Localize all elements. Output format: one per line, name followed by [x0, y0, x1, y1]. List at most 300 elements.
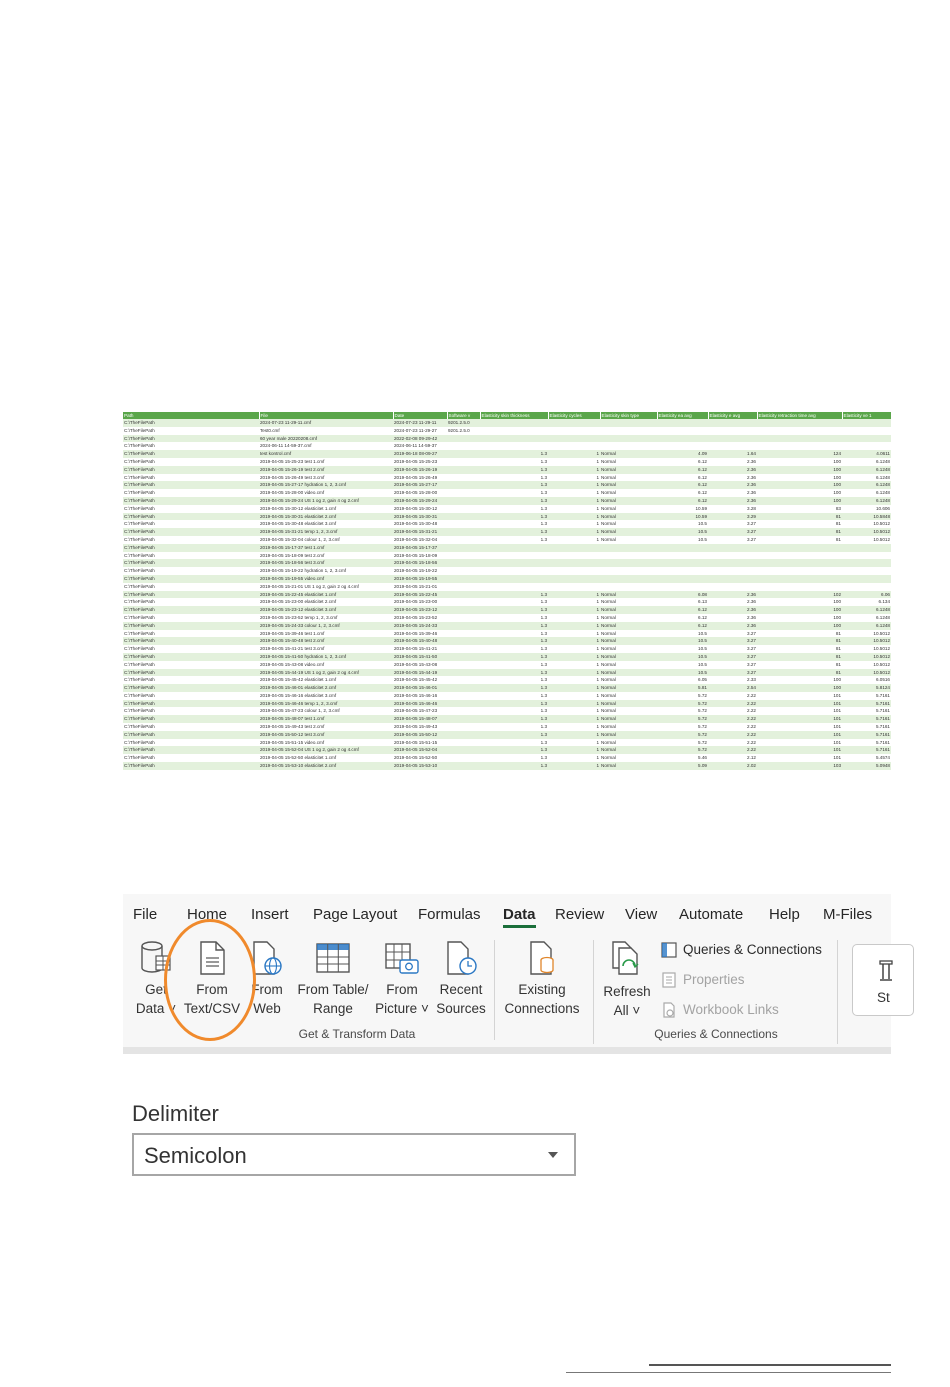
- table-cell[interactable]: 1.3: [480, 489, 548, 497]
- table-cell[interactable]: 2019-04-05 15-46-01: [393, 684, 447, 692]
- table-cell[interactable]: 1: [548, 731, 600, 739]
- table-cell[interactable]: 2019-04-05 15-18-09 test 2.cmf: [259, 552, 393, 560]
- table-cell[interactable]: 1: [548, 497, 600, 505]
- table-cell[interactable]: [708, 583, 757, 591]
- table-cell[interactable]: [447, 466, 480, 474]
- table-cell[interactable]: 1.3: [480, 739, 548, 747]
- table-cell[interactable]: Normal: [600, 458, 657, 466]
- table-cell[interactable]: 5.72: [657, 715, 708, 723]
- table-cell[interactable]: 100: [757, 606, 842, 614]
- table-cell[interactable]: [708, 442, 757, 450]
- table-cell[interactable]: 2019-04-05 15-23-12: [393, 606, 447, 614]
- table-cell[interactable]: 124: [757, 450, 842, 458]
- table-cell[interactable]: [600, 559, 657, 567]
- table-cell[interactable]: [657, 559, 708, 567]
- table-cell[interactable]: 1: [548, 505, 600, 513]
- table-cell[interactable]: Normal: [600, 450, 657, 458]
- table-cell[interactable]: 2019-04-05 15-22-45: [393, 591, 447, 599]
- table-cell[interactable]: 10.5: [657, 669, 708, 677]
- table-cell[interactable]: C:\TheFilePath: [123, 442, 259, 450]
- table-cell[interactable]: 81: [757, 653, 842, 661]
- table-cell[interactable]: Normal: [600, 762, 657, 770]
- table-cell[interactable]: C:\TheFilePath: [123, 427, 259, 435]
- table-cell[interactable]: 1: [548, 528, 600, 536]
- table-cell[interactable]: 2.36: [708, 614, 757, 622]
- table-cell[interactable]: 2019-04-05 15-44-19 US 1 og 2, gain 2 og 4.cmf: [259, 669, 393, 677]
- table-cell[interactable]: 6.12: [657, 489, 708, 497]
- table-cell[interactable]: 1.3: [480, 474, 548, 482]
- table-cell[interactable]: 1: [548, 739, 600, 747]
- table-cell[interactable]: [657, 567, 708, 575]
- table-cell[interactable]: 10.5012: [842, 653, 891, 661]
- table-cell[interactable]: [548, 442, 600, 450]
- table-cell[interactable]: 2019-04-05 15-19-22 hydration 1, 2, 3.cmf: [259, 567, 393, 575]
- table-cell[interactable]: 2019-04-05 15-30-31: [393, 513, 447, 521]
- table-cell[interactable]: 2019-04-05 15-26-49: [393, 474, 447, 482]
- table-cell[interactable]: 10.5012: [842, 661, 891, 669]
- table-cell[interactable]: 1: [548, 707, 600, 715]
- table-cell[interactable]: 1: [548, 489, 600, 497]
- table-cell[interactable]: 9201.2.5.0: [447, 419, 480, 427]
- table-cell[interactable]: 10.5012: [842, 669, 891, 677]
- table-cell[interactable]: [447, 505, 480, 513]
- table-cell[interactable]: 3.27: [708, 669, 757, 677]
- table-cell[interactable]: 1: [548, 520, 600, 528]
- table-cell[interactable]: 101: [757, 746, 842, 754]
- table-cell[interactable]: 2019-04-05 15-17-37 test 1.cmf: [259, 544, 393, 552]
- table-cell[interactable]: Normal: [600, 700, 657, 708]
- table-cell[interactable]: 2.22: [708, 700, 757, 708]
- table-cell[interactable]: 6.1248: [842, 474, 891, 482]
- table-cell[interactable]: [480, 427, 548, 435]
- table-cell[interactable]: 2019-04-05 15-41-50: [393, 653, 447, 661]
- table-cell[interactable]: 2.22: [708, 723, 757, 731]
- column-header[interactable]: Elasticity skin type: [600, 412, 657, 419]
- table-cell[interactable]: 10.5: [657, 520, 708, 528]
- table-cell[interactable]: [447, 458, 480, 466]
- table-cell[interactable]: Normal: [600, 591, 657, 599]
- table-cell[interactable]: 5.72: [657, 700, 708, 708]
- table-cell[interactable]: [548, 552, 600, 560]
- table-cell[interactable]: Normal: [600, 474, 657, 482]
- table-cell[interactable]: 2019-04-05 15-26-19 test 2.cmf: [259, 466, 393, 474]
- table-cell[interactable]: 1: [548, 754, 600, 762]
- table-cell[interactable]: 1.3: [480, 497, 548, 505]
- table-cell[interactable]: Test0.cmf: [259, 427, 393, 435]
- table-cell[interactable]: 101: [757, 754, 842, 762]
- table-cell[interactable]: [657, 419, 708, 427]
- table-cell[interactable]: 100: [757, 676, 842, 684]
- table-cell[interactable]: [757, 435, 842, 443]
- table-cell[interactable]: 6.08: [657, 591, 708, 599]
- table-cell[interactable]: [447, 684, 480, 692]
- table-cell[interactable]: 2.33: [708, 676, 757, 684]
- table-cell[interactable]: 2019-04-05 15-39-46: [393, 630, 447, 638]
- table-cell[interactable]: 2019-04-05 15-50-12: [393, 731, 447, 739]
- table-cell[interactable]: [480, 552, 548, 560]
- table-cell[interactable]: 1.3: [480, 466, 548, 474]
- table-cell[interactable]: [447, 559, 480, 567]
- table-cell[interactable]: 2019-04-05 15-31-21: [393, 528, 447, 536]
- table-cell[interactable]: Normal: [600, 645, 657, 653]
- table-cell[interactable]: 6.12: [657, 481, 708, 489]
- table-cell[interactable]: 2019-04-05 15-29-24 US 1 og 2, gain 4 og 2.cmf: [259, 497, 393, 505]
- table-cell[interactable]: 1: [548, 630, 600, 638]
- table-cell[interactable]: [757, 583, 842, 591]
- table-cell[interactable]: C:\TheFilePath: [123, 466, 259, 474]
- table-cell[interactable]: 2019-04-05 15-23-52: [393, 614, 447, 622]
- table-cell[interactable]: [600, 435, 657, 443]
- column-header[interactable]: Date: [393, 412, 447, 419]
- column-header[interactable]: Elasticity ea avg: [657, 412, 708, 419]
- table-cell[interactable]: [447, 544, 480, 552]
- recent-sources-button[interactable]: [433, 940, 489, 1018]
- table-cell[interactable]: 10.5012: [842, 536, 891, 544]
- table-cell[interactable]: 2.36: [708, 466, 757, 474]
- table-cell[interactable]: 10.5: [657, 630, 708, 638]
- table-cell[interactable]: C:\TheFilePath: [123, 754, 259, 762]
- table-cell[interactable]: 6.12: [657, 614, 708, 622]
- tab-review[interactable]: Review: [555, 906, 605, 923]
- table-cell[interactable]: 6.06: [842, 591, 891, 599]
- table-cell[interactable]: 1: [548, 637, 600, 645]
- table-cell[interactable]: Normal: [600, 630, 657, 638]
- table-cell[interactable]: 5.8124: [842, 684, 891, 692]
- table-cell[interactable]: [447, 442, 480, 450]
- table-cell[interactable]: 6.12: [657, 466, 708, 474]
- table-cell[interactable]: [657, 575, 708, 583]
- table-cell[interactable]: 2019-04-05 15-49-43: [393, 723, 447, 731]
- table-cell[interactable]: Normal: [600, 731, 657, 739]
- table-cell[interactable]: 5.09: [657, 762, 708, 770]
- delimiter-dropdown[interactable]: [132, 1133, 576, 1176]
- table-cell[interactable]: 2019-04-05 15-23-52 temp 1, 2, 3.cmf: [259, 614, 393, 622]
- table-cell[interactable]: 1: [548, 684, 600, 692]
- table-cell[interactable]: [757, 559, 842, 567]
- table-cell[interactable]: Normal: [600, 466, 657, 474]
- table-cell[interactable]: [447, 630, 480, 638]
- table-cell[interactable]: 101: [757, 731, 842, 739]
- table-cell[interactable]: C:\TheFilePath: [123, 559, 259, 567]
- table-cell[interactable]: 2019-04-05 15-30-48: [393, 520, 447, 528]
- table-cell[interactable]: C:\TheFilePath: [123, 707, 259, 715]
- table-cell[interactable]: Normal: [600, 723, 657, 731]
- table-cell[interactable]: C:\TheFilePath: [123, 637, 259, 645]
- table-cell[interactable]: 10.5: [657, 645, 708, 653]
- tab-formulas[interactable]: Formulas: [418, 906, 481, 923]
- table-cell[interactable]: C:\TheFilePath: [123, 567, 259, 575]
- table-cell[interactable]: [842, 552, 891, 560]
- table-cell[interactable]: [600, 583, 657, 591]
- table-cell[interactable]: C:\TheFilePath: [123, 583, 259, 591]
- table-cell[interactable]: [600, 427, 657, 435]
- table-cell[interactable]: [447, 746, 480, 754]
- table-cell[interactable]: 2019-04-05 15-50-12 test 3.cmf: [259, 731, 393, 739]
- table-cell[interactable]: [757, 552, 842, 560]
- table-cell[interactable]: 5.46: [657, 754, 708, 762]
- table-cell[interactable]: Normal: [600, 684, 657, 692]
- from-picture-button[interactable]: [373, 940, 431, 1018]
- table-cell[interactable]: 2019-04-05 15-21-01: [393, 583, 447, 591]
- table-cell[interactable]: Normal: [600, 505, 657, 513]
- table-cell[interactable]: [480, 567, 548, 575]
- table-cell[interactable]: [757, 427, 842, 435]
- table-cell[interactable]: Normal: [600, 676, 657, 684]
- table-cell[interactable]: [480, 544, 548, 552]
- table-cell[interactable]: C:\TheFilePath: [123, 435, 259, 443]
- column-header[interactable]: Elasticity cycles: [548, 412, 600, 419]
- table-cell[interactable]: 1: [548, 536, 600, 544]
- table-cell[interactable]: 1: [548, 606, 600, 614]
- table-cell[interactable]: C:\TheFilePath: [123, 474, 259, 482]
- table-cell[interactable]: 6.12: [657, 606, 708, 614]
- table-cell[interactable]: [548, 435, 600, 443]
- table-cell[interactable]: 2019-04-05 15-25-23 test 1.cmf: [259, 458, 393, 466]
- table-cell[interactable]: 2019-04-05 15-18-09: [393, 552, 447, 560]
- table-cell[interactable]: C:\TheFilePath: [123, 497, 259, 505]
- table-cell[interactable]: [548, 419, 600, 427]
- table-cell[interactable]: 1.3: [480, 669, 548, 677]
- table-cell[interactable]: 2019-04-05 15-46-16: [393, 692, 447, 700]
- table-cell[interactable]: 2019-04-05 15-53-10: [393, 762, 447, 770]
- table-cell[interactable]: 2019-04-05 15-41-21: [393, 645, 447, 653]
- table-cell[interactable]: 6.1248: [842, 458, 891, 466]
- table-cell[interactable]: C:\TheFilePath: [123, 762, 259, 770]
- table-cell[interactable]: 6.0516: [842, 676, 891, 684]
- table-cell[interactable]: 2019-04-05 15-24-33: [393, 622, 447, 630]
- table-cell[interactable]: 1.3: [480, 606, 548, 614]
- column-header[interactable]: Elasticity ve 1: [842, 412, 891, 419]
- table-cell[interactable]: 2.12: [708, 754, 757, 762]
- table-cell[interactable]: 2019-04-05 15-51-15 video.cmf: [259, 739, 393, 747]
- table-cell[interactable]: 2.22: [708, 739, 757, 747]
- table-cell[interactable]: 1.3: [480, 653, 548, 661]
- table-cell[interactable]: 2.36: [708, 497, 757, 505]
- table-cell[interactable]: Normal: [600, 622, 657, 630]
- table-cell[interactable]: Normal: [600, 669, 657, 677]
- table-cell[interactable]: 1: [548, 614, 600, 622]
- table-cell[interactable]: 100: [757, 622, 842, 630]
- table-cell[interactable]: 1.64: [708, 450, 757, 458]
- table-cell[interactable]: [447, 513, 480, 521]
- table-cell[interactable]: 2019-04-05 15-47-23: [393, 707, 447, 715]
- table-cell[interactable]: C:\TheFilePath: [123, 692, 259, 700]
- table-cell[interactable]: 2.36: [708, 622, 757, 630]
- table-cell[interactable]: 1: [548, 661, 600, 669]
- table-cell[interactable]: 4.09: [657, 450, 708, 458]
- table-cell[interactable]: 2.36: [708, 489, 757, 497]
- table-cell[interactable]: [480, 435, 548, 443]
- table-cell[interactable]: 5.7161: [842, 707, 891, 715]
- table-cell[interactable]: 10.5012: [842, 630, 891, 638]
- table-cell[interactable]: 81: [757, 669, 842, 677]
- table-cell[interactable]: 2019-04-05 15-32-04: [393, 536, 447, 544]
- table-cell[interactable]: C:\TheFilePath: [123, 575, 259, 583]
- table-cell[interactable]: [548, 544, 600, 552]
- table-cell[interactable]: Normal: [600, 520, 657, 528]
- table-cell[interactable]: 1: [548, 723, 600, 731]
- table-cell[interactable]: C:\TheFilePath: [123, 645, 259, 653]
- table-cell[interactable]: 100: [757, 458, 842, 466]
- table-cell[interactable]: 101: [757, 700, 842, 708]
- table-cell[interactable]: 6.12: [657, 458, 708, 466]
- table-cell[interactable]: 81: [757, 520, 842, 528]
- table-cell[interactable]: 2019-04-05 15-26-19: [393, 466, 447, 474]
- table-cell[interactable]: [447, 567, 480, 575]
- table-cell[interactable]: [657, 552, 708, 560]
- table-cell[interactable]: 1: [548, 746, 600, 754]
- table-cell[interactable]: 2019-04-05 15-30-12: [393, 505, 447, 513]
- table-cell[interactable]: 2019-06-18 08-09-27: [393, 450, 447, 458]
- table-cell[interactable]: C:\TheFilePath: [123, 528, 259, 536]
- table-cell[interactable]: [447, 739, 480, 747]
- table-cell[interactable]: [757, 575, 842, 583]
- table-cell[interactable]: 103: [757, 762, 842, 770]
- table-cell[interactable]: 3.27: [708, 661, 757, 669]
- table-cell[interactable]: 1: [548, 458, 600, 466]
- table-cell[interactable]: Normal: [600, 489, 657, 497]
- table-cell[interactable]: [480, 419, 548, 427]
- table-cell[interactable]: 3.27: [708, 528, 757, 536]
- table-cell[interactable]: 2.54: [708, 684, 757, 692]
- table-cell[interactable]: Normal: [600, 536, 657, 544]
- column-header[interactable]: Elasticity skin thickness: [480, 412, 548, 419]
- table-cell[interactable]: 1.3: [480, 536, 548, 544]
- table-cell[interactable]: 1.3: [480, 684, 548, 692]
- table-cell[interactable]: 2019-04-05 15-17-37: [393, 544, 447, 552]
- table-cell[interactable]: 2019-04-05 15-47-23 colour 1, 2, 3.cmf: [259, 707, 393, 715]
- table-cell[interactable]: [447, 474, 480, 482]
- table-cell[interactable]: [447, 676, 480, 684]
- table-cell[interactable]: 100: [757, 481, 842, 489]
- table-cell[interactable]: C:\TheFilePath: [123, 481, 259, 489]
- table-cell[interactable]: 5.7161: [842, 731, 891, 739]
- table-cell[interactable]: 2019-04-05 15-44-19: [393, 669, 447, 677]
- table-cell[interactable]: [447, 614, 480, 622]
- table-cell[interactable]: 2019-04-05 15-52-04: [393, 746, 447, 754]
- existing-connections-button[interactable]: [499, 940, 585, 1018]
- table-cell[interactable]: [657, 544, 708, 552]
- table-cell[interactable]: 2.22: [708, 715, 757, 723]
- table-cell[interactable]: C:\TheFilePath: [123, 614, 259, 622]
- table-cell[interactable]: C:\TheFilePath: [123, 591, 259, 599]
- table-cell[interactable]: 2019-04-05 15-25-23: [393, 458, 447, 466]
- table-cell[interactable]: 2019-04-05 15-24-33 colour 1, 2, 3.cmf: [259, 622, 393, 630]
- table-cell[interactable]: [708, 435, 757, 443]
- table-cell[interactable]: C:\TheFilePath: [123, 731, 259, 739]
- table-cell[interactable]: 1: [548, 692, 600, 700]
- table-cell[interactable]: Normal: [600, 497, 657, 505]
- table-cell[interactable]: [480, 559, 548, 567]
- table-cell[interactable]: 81: [757, 528, 842, 536]
- table-cell[interactable]: C:\TheFilePath: [123, 536, 259, 544]
- table-cell[interactable]: [708, 567, 757, 575]
- table-cell[interactable]: [548, 427, 600, 435]
- table-cell[interactable]: 2019-04-05 15-18-56: [393, 559, 447, 567]
- refresh-all-button[interactable]: [599, 940, 655, 1020]
- table-cell[interactable]: C:\TheFilePath: [123, 653, 259, 661]
- table-cell[interactable]: 2022-02-08 09-29-42: [393, 435, 447, 443]
- table-cell[interactable]: [708, 427, 757, 435]
- table-cell[interactable]: [447, 731, 480, 739]
- table-cell[interactable]: Normal: [600, 707, 657, 715]
- table-cell[interactable]: 81: [757, 661, 842, 669]
- table-cell[interactable]: [447, 481, 480, 489]
- table-cell[interactable]: 1: [548, 622, 600, 630]
- table-cell[interactable]: Normal: [600, 739, 657, 747]
- table-cell[interactable]: 10.606: [842, 505, 891, 513]
- workbook-links-button[interactable]: [661, 1001, 779, 1019]
- table-cell[interactable]: 5.4574: [842, 754, 891, 762]
- table-cell[interactable]: 1: [548, 474, 600, 482]
- table-cell[interactable]: [842, 559, 891, 567]
- table-cell[interactable]: [447, 723, 480, 731]
- table-cell[interactable]: 2.02: [708, 762, 757, 770]
- table-cell[interactable]: 2019-04-05 15-39-46 test 1.cmf: [259, 630, 393, 638]
- table-cell[interactable]: [447, 754, 480, 762]
- table-cell[interactable]: 2.22: [708, 692, 757, 700]
- table-cell[interactable]: 2019-04-05 15-30-31 elasticitet 2.cmf: [259, 513, 393, 521]
- table-cell[interactable]: 1: [548, 762, 600, 770]
- table-cell[interactable]: [480, 442, 548, 450]
- table-cell[interactable]: Normal: [600, 653, 657, 661]
- table-cell[interactable]: 2019-04-05 15-23-00 elasticitet 2.cmf: [259, 598, 393, 606]
- properties-button[interactable]: [661, 971, 745, 989]
- table-cell[interactable]: 2024-07-23 11-29-11: [393, 419, 447, 427]
- table-cell[interactable]: 6.1248: [842, 606, 891, 614]
- table-cell[interactable]: [447, 489, 480, 497]
- table-cell[interactable]: 3.29: [708, 513, 757, 521]
- table-cell[interactable]: 100: [757, 497, 842, 505]
- table-cell[interactable]: [447, 707, 480, 715]
- table-cell[interactable]: C:\TheFilePath: [123, 700, 259, 708]
- table-cell[interactable]: 5.7161: [842, 723, 891, 731]
- table-cell[interactable]: 2.22: [708, 746, 757, 754]
- table-cell[interactable]: 10.5: [657, 661, 708, 669]
- table-cell[interactable]: [447, 528, 480, 536]
- stocks-button[interactable]: [852, 944, 914, 1016]
- table-cell[interactable]: 2019-04-05 15-52-50 elasticitet 1.cmf: [259, 754, 393, 762]
- table-cell[interactable]: 101: [757, 739, 842, 747]
- table-cell[interactable]: 2019-04-05 15-53-10 elasticitet 2.cmf: [259, 762, 393, 770]
- column-header[interactable]: File: [259, 412, 393, 419]
- table-cell[interactable]: 2019-04-05 15-52-50: [393, 754, 447, 762]
- table-cell[interactable]: C:\TheFilePath: [123, 723, 259, 731]
- table-cell[interactable]: 5.7161: [842, 692, 891, 700]
- table-cell[interactable]: [447, 622, 480, 630]
- table-cell[interactable]: C:\TheFilePath: [123, 630, 259, 638]
- table-cell[interactable]: 100: [757, 474, 842, 482]
- table-cell[interactable]: [447, 450, 480, 458]
- table-cell[interactable]: [757, 442, 842, 450]
- table-cell[interactable]: 2024-07-23 11-29-11.cmf: [259, 419, 393, 427]
- table-cell[interactable]: [600, 567, 657, 575]
- tab-file[interactable]: File: [133, 906, 158, 923]
- table-cell[interactable]: [842, 567, 891, 575]
- table-cell[interactable]: 1.3: [480, 700, 548, 708]
- table-cell[interactable]: 6.05: [657, 676, 708, 684]
- table-cell[interactable]: 2019-04-05 15-43-08 video.cmf: [259, 661, 393, 669]
- table-cell[interactable]: 1.3: [480, 754, 548, 762]
- table-cell[interactable]: 1: [548, 598, 600, 606]
- table-cell[interactable]: 2019-04-05 15-19-55: [393, 575, 447, 583]
- table-cell[interactable]: [842, 442, 891, 450]
- tab-view[interactable]: View: [625, 906, 658, 923]
- table-cell[interactable]: 2.22: [708, 707, 757, 715]
- table-cell[interactable]: Normal: [600, 715, 657, 723]
- table-cell[interactable]: [447, 661, 480, 669]
- table-cell[interactable]: 6.13: [657, 598, 708, 606]
